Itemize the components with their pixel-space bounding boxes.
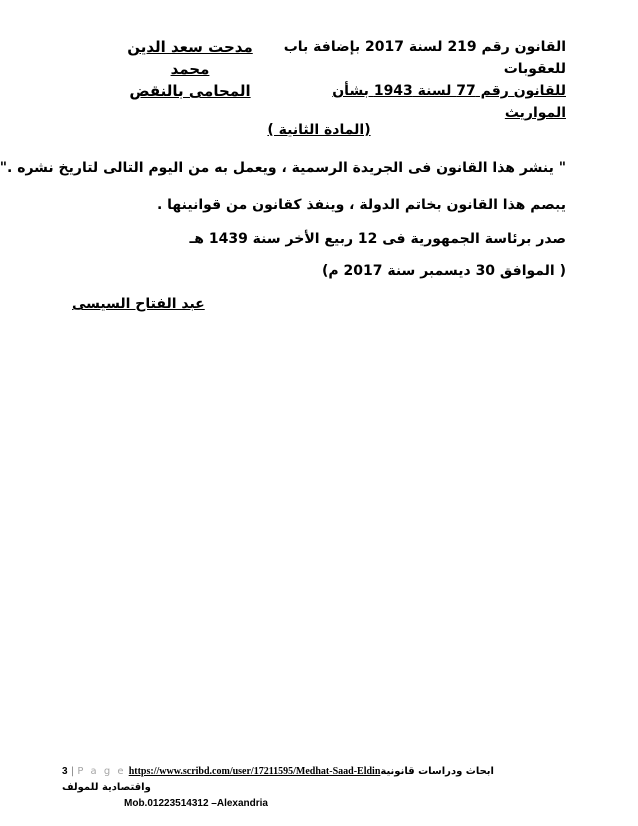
header-law-line-1: القانون رقم 219 لسنة 2017 بإضافة باب للعقوبات — [283, 39, 566, 77]
author-title: المحامى بالنقض — [129, 82, 251, 100]
article-line-3: صدر برئاسة الجمهورية فى 12 ربيع الأخر سنة 1439 هـ — [189, 231, 566, 247]
signature: عبد الفتاح السيسى — [72, 296, 205, 312]
footer-separator: | — [70, 766, 75, 777]
page-label: P a g e — [77, 766, 126, 777]
article-line-1: " ينشر هذا القانون فى الجريدة الرسمية ، ويعمل به من اليوم التالى لتاريخ نشره ." — [0, 160, 566, 176]
article-line-4: ( الموافق 30 ديسمبر سنة 2017 م) — [321, 263, 566, 279]
page-number: 3 — [62, 766, 68, 777]
header-author — [110, 36, 270, 102]
header-law-reference — [276, 36, 566, 124]
footer-arabic-note: ابحاث ودراسات قانونية واقتصادية للمولف — [62, 766, 494, 793]
author-name: مدحت سعد الدين محمد — [127, 38, 253, 78]
footer-mobile: Mob.01223514312 –Alexandria — [124, 798, 268, 809]
article-title: (المادة الثانية ) — [267, 122, 371, 138]
article-line-2: يبصم هذا القانون بخاتم الدولة ، وينفذ كقانون من قوانينها . — [156, 197, 566, 213]
footer-url-link[interactable]: https://www.scribd.com/user/17211595/Medhat-Saad-Eldin — [128, 766, 381, 777]
header-law-line-2: للقانون رقم 77 لسنة 1943 بشأن المواريث — [332, 83, 566, 121]
page-footer — [62, 764, 538, 812]
